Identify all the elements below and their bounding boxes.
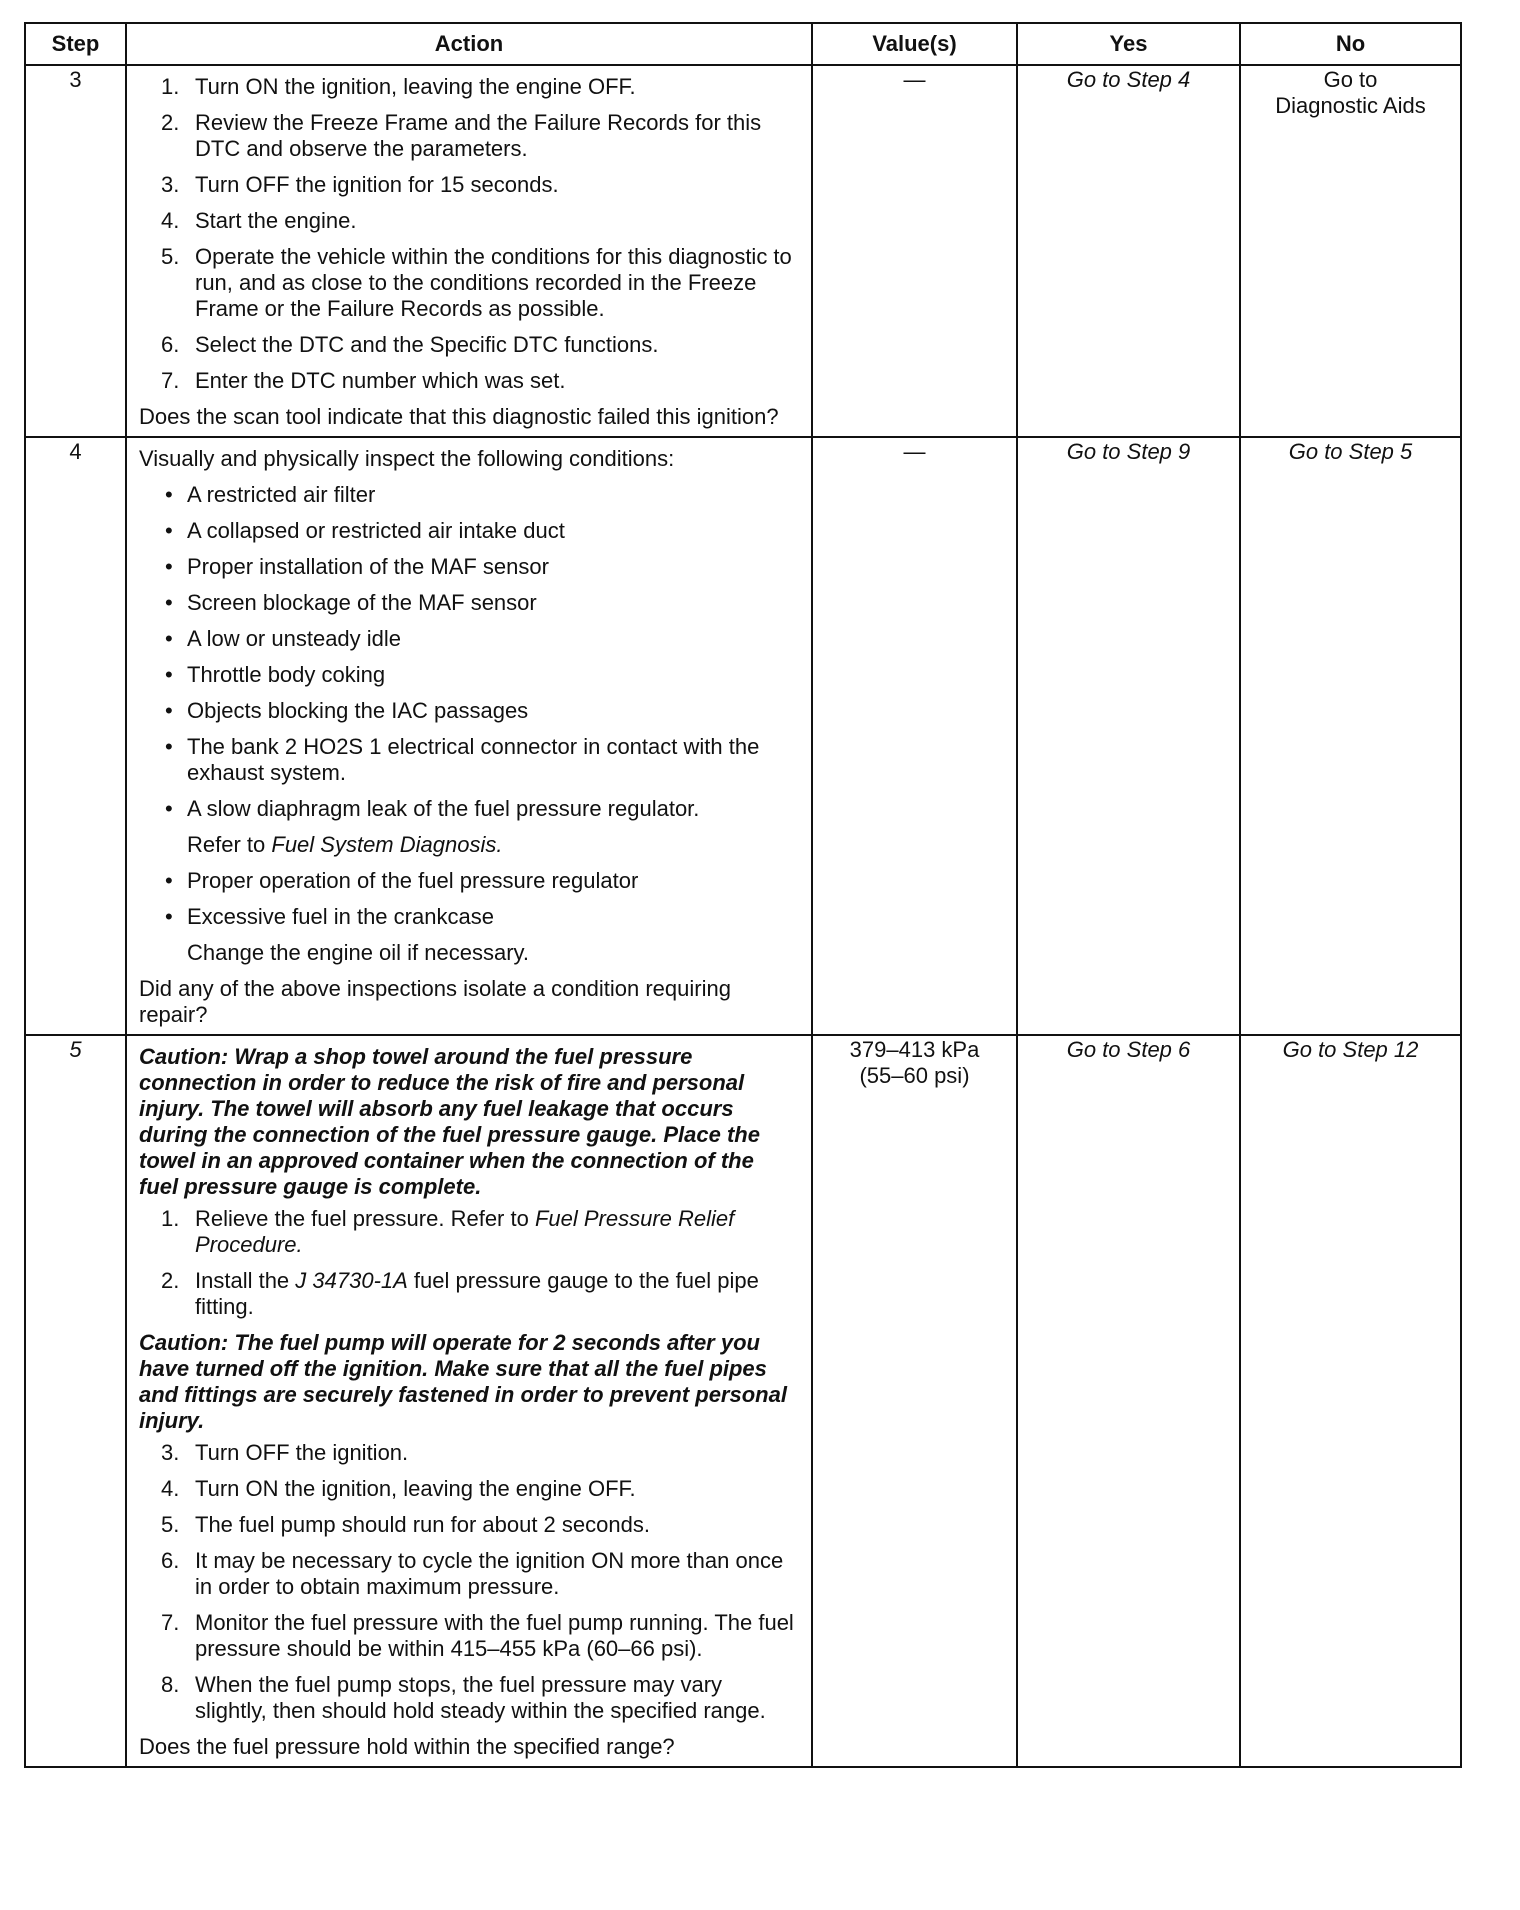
action-list (139, 74, 797, 394)
step-number: 4 (25, 437, 126, 1035)
list-item: 7. Enter the DTC number which was set. (161, 368, 566, 393)
header-yes: Yes (1017, 23, 1240, 65)
list-item: • Screen blockage of the MAF sensor (165, 590, 537, 615)
list-item: 6. It may be necessary to cycle the ignition ON more than once in order to obtain maximum pressure. (161, 1548, 784, 1599)
pressure-psi: (55–60 psi) (859, 1063, 970, 1088)
list-item: 5. The fuel pump should run for about 2 seconds. (161, 1512, 650, 1537)
no-link[interactable]: Go to Step 12 (1240, 1035, 1461, 1767)
list-item: 6. Select the DTC and the Specific DTC functions. (161, 332, 659, 357)
header-row (25, 23, 1461, 65)
list-item: 1. Turn ON the ignition, leaving the engine OFF. (161, 74, 636, 99)
table-row-step-5 (25, 1035, 1461, 1767)
step-number: 3 (25, 65, 126, 437)
list-item: 4. Turn ON the ignition, leaving the engine OFF. (161, 1476, 636, 1501)
oil-note: Change the engine oil if necessary. (187, 940, 530, 965)
pressure-kpa: 379–413 kPa (849, 1037, 980, 1062)
caution-text: Caution: The fuel pump will operate for 2 seconds after you have turned off the ignition. Make sure that all the fuel pipes and fittings are securely fastened in order to prevent personal injury. (139, 1330, 787, 1433)
inspection-list-continued (139, 868, 797, 930)
tool-number: J 34730-1A (295, 1268, 408, 1293)
table-row-step-3 (25, 65, 1461, 437)
header-action: Action (126, 23, 812, 65)
list-item: • A low or unsteady idle (165, 626, 402, 651)
list-item: • Excessive fuel in the crankcase (165, 904, 494, 929)
value-cell: — (812, 65, 1017, 437)
inspection-list (139, 482, 797, 822)
no-link[interactable]: Go to Step 5 (1240, 437, 1461, 1035)
list-item: 2. Review the Freeze Frame and the Failure Records for this DTC and observe the parameters. (161, 110, 762, 161)
no-link[interactable]: Go to Diagnostic Aids (1240, 65, 1461, 437)
action-cell (126, 437, 812, 1035)
yes-link[interactable]: Go to Step 6 (1017, 1035, 1240, 1767)
caution-text: Caution: Wrap a shop towel around the fuel pressure connection in order to reduce the risk of fire and personal injury. The towel will absorb any fuel leakage that occurs during the connection of the fuel pressure gauge. Place the towel in an approved container when the connection of the fuel pressure gauge is complete. (139, 1044, 760, 1199)
refer-note: Refer to Fuel System Diagnosis. (187, 832, 503, 857)
list-item: 3. Turn OFF the ignition for 15 seconds. (161, 172, 559, 197)
header-step: Step (25, 23, 126, 65)
action-list (139, 1206, 797, 1320)
question-text: Does the fuel pressure hold within the specified range? (139, 1734, 675, 1759)
table-row-step-4 (25, 437, 1461, 1035)
list-item: 5. Operate the vehicle within the conditions for this diagnostic to run, and as close to the conditions recorded in the Freeze Frame or the Failure Records as possible. (161, 244, 792, 321)
value-cell: — (812, 437, 1017, 1035)
action-cell (126, 65, 812, 437)
list-item: 7. Monitor the fuel pressure with the fuel pump running. The fuel pressure should be within 415–455 kPa (60–66 psi). (161, 1610, 794, 1661)
question-text: Did any of the above inspections isolate a condition requiring repair? (139, 976, 731, 1027)
list-item: 2. Install the J 34730-1A fuel pressure gauge to the fuel pipe fitting. (161, 1268, 759, 1319)
list-item: 3. Turn OFF the ignition. (161, 1440, 409, 1465)
yes-link[interactable]: Go to Step 9 (1017, 437, 1240, 1035)
value-cell (812, 1035, 1017, 1767)
header-no: No (1240, 23, 1461, 65)
list-item: • A collapsed or restricted air intake duct (165, 518, 565, 543)
step-number: 5 (25, 1035, 126, 1767)
fuel-pressure-relief-link[interactable]: Fuel Pressure Relief Procedure. (195, 1206, 735, 1257)
diagnostic-table (24, 22, 1462, 1768)
header-values: Value(s) (812, 23, 1017, 65)
list-item: 8. When the fuel pump stops, the fuel pressure may vary slightly, then should hold steady within the specified range. (161, 1672, 766, 1723)
list-item: 4. Start the engine. (161, 208, 357, 233)
action-list-continued (139, 1440, 797, 1724)
fuel-system-diagnosis-link[interactable]: Fuel System Diagnosis. (271, 832, 503, 857)
question-text: Does the scan tool indicate that this diagnostic failed this ignition? (139, 404, 779, 429)
list-item: • The bank 2 HO2S 1 electrical connector in contact with the exhaust system. (165, 734, 760, 785)
list-item: • A slow diaphragm leak of the fuel pressure regulator. (165, 796, 700, 821)
list-item: • Throttle body coking (165, 662, 386, 687)
list-item: 1. Relieve the fuel pressure. Refer to Fuel Pressure Relief Procedure. (161, 1206, 735, 1257)
intro-text: Visually and physically inspect the following conditions: (139, 446, 675, 471)
list-item: • Objects blocking the IAC passages (165, 698, 529, 723)
action-cell (126, 1035, 812, 1767)
list-item: • Proper operation of the fuel pressure regulator (165, 868, 639, 893)
list-item: • A restricted air filter (165, 482, 376, 507)
yes-link[interactable]: Go to Step 4 (1017, 65, 1240, 437)
list-item: • Proper installation of the MAF sensor (165, 554, 549, 579)
